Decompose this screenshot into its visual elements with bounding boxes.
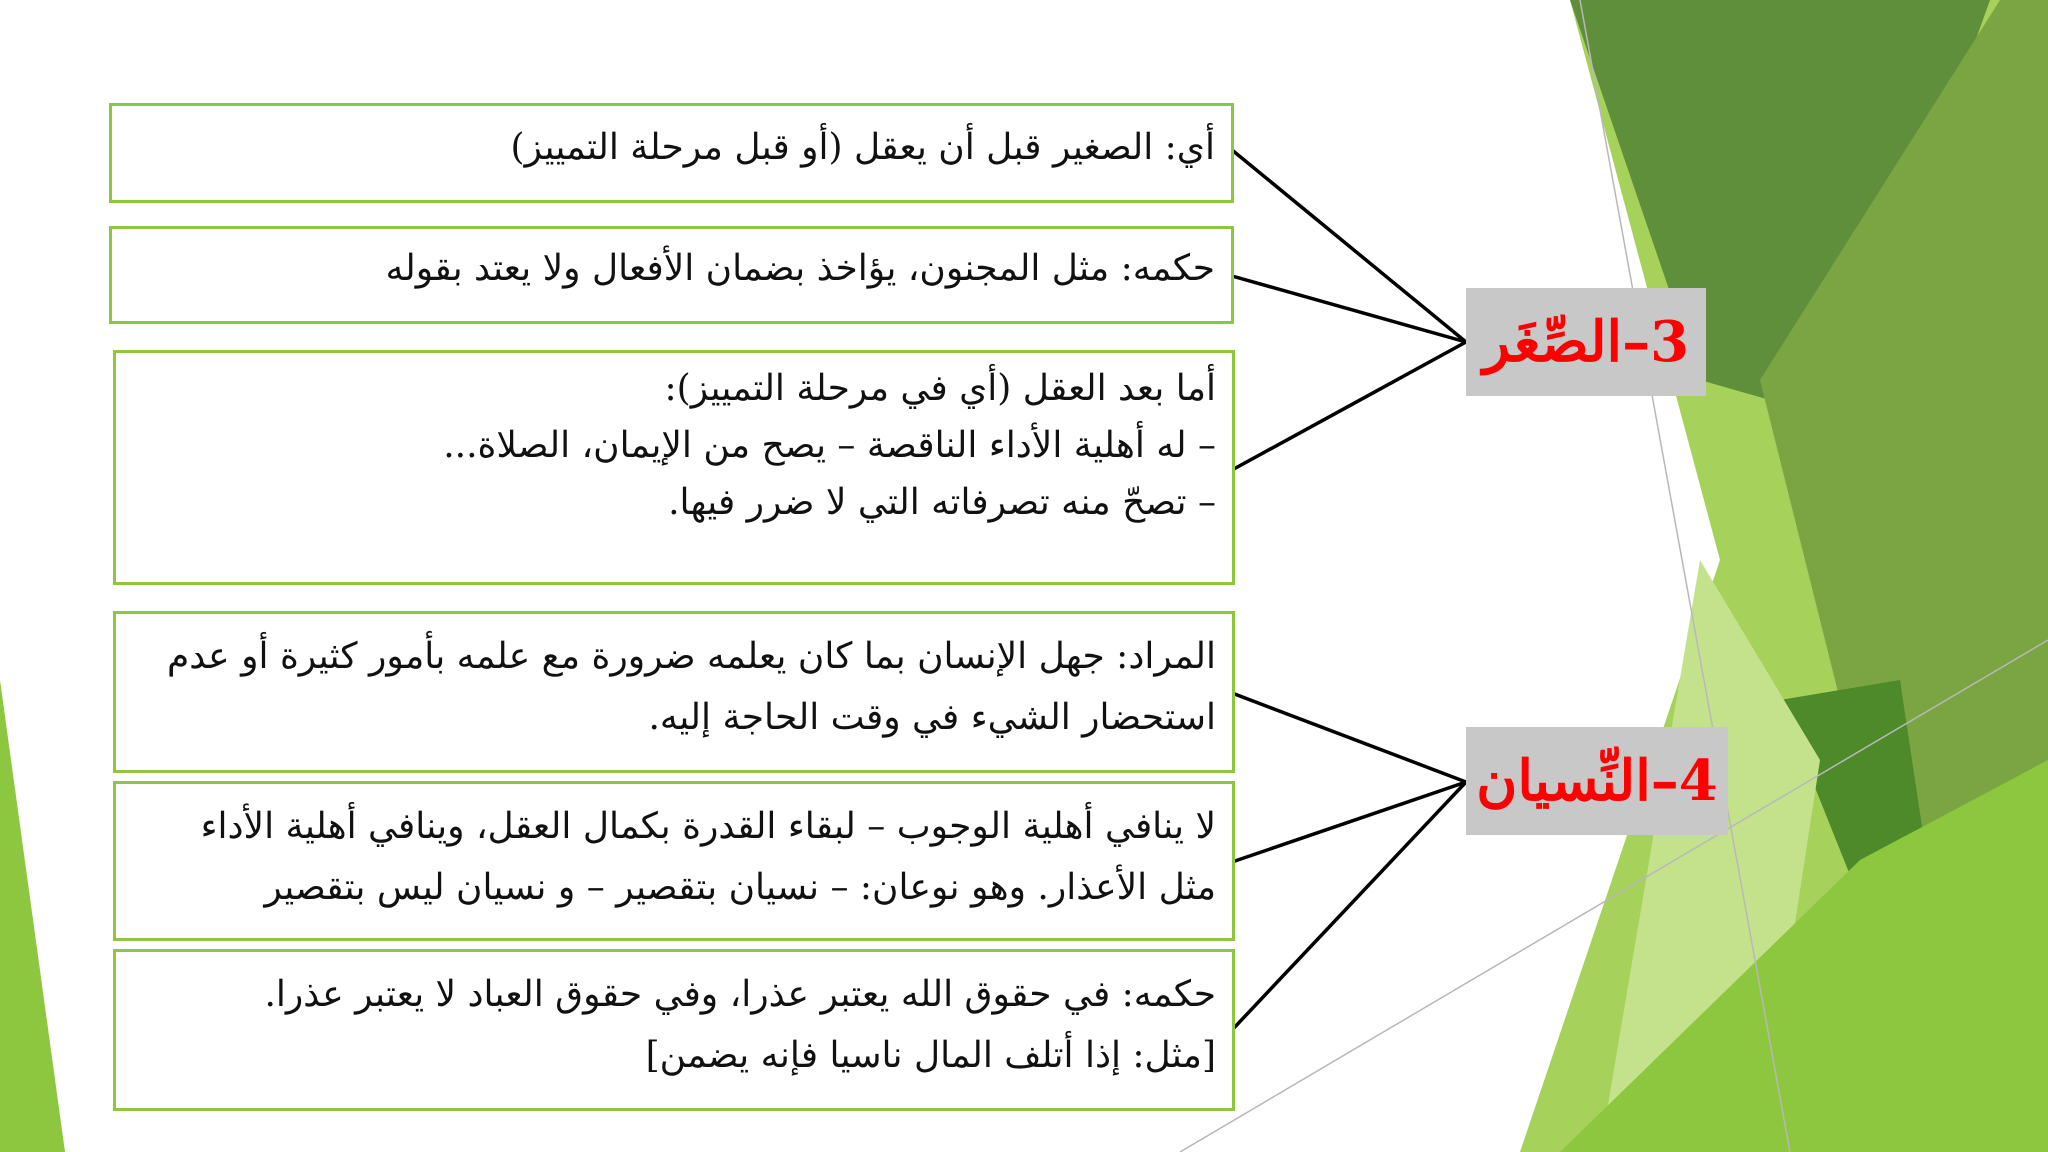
nisyan-capacity-box	[113, 781, 1235, 941]
saghar-after-line-1: أما بعد العقل (أي في مرحلة التمييز):	[664, 368, 1216, 409]
connector-nisyan-3	[1232, 782, 1466, 1030]
saghar-after-line-3: – تصحّ منه تصرفاته التي لا ضرر فيها.	[668, 481, 1216, 523]
saghar-after-discernment-box	[113, 350, 1235, 585]
connector-saghar-3	[1232, 342, 1466, 470]
saghar-definition-line-1: أي: الصغير قبل أن يعقل (أو قبل مرحلة التمييز)	[510, 127, 1215, 168]
saghar-definition-box	[109, 103, 1234, 203]
nisyan-capacity-line-2: مثل الأعذار. وهو نوعان: – نسيان بتقصير – و نسيان ليس بتقصير	[264, 867, 1216, 909]
nisyan-ruling-line-1: حكمه: في حقوق الله يعتبر عذرا، وفي حقوق العباد لا يعتبر عذرا.	[264, 974, 1216, 1015]
saghar-ruling-box	[109, 226, 1234, 324]
nisyan-meaning-box	[113, 611, 1235, 773]
nisyan-meaning-line-1: المراد: جهل الإنسان بما كان يعلمه ضرورة مع علمه بأمور كثيرة أو عدم	[167, 636, 1216, 677]
saghar-after-line-2: – له أهلية الأداء الناقصة – يصح من الإيمان، الصلاة...	[443, 424, 1216, 466]
topic-label-saghar	[1466, 288, 1706, 396]
connector-nisyan-2	[1232, 782, 1466, 862]
nisyan-ruling-line-2: [مثل: إذا أتلف المال ناسيا فإنه يضمن]	[645, 1035, 1216, 1077]
topic-label-nisyan-text: 4–النِّسيان	[1476, 748, 1718, 814]
connector-saghar-1	[1232, 150, 1466, 342]
connector-nisyan-1	[1232, 693, 1466, 782]
nisyan-capacity-line-1: لا ينافي أهلية الوجوب – لبقاء القدرة بكمال العقل، وينافي أهلية الأداء	[200, 806, 1216, 847]
connector-saghar-2	[1232, 276, 1466, 342]
nisyan-ruling-box	[113, 949, 1235, 1111]
topic-label-nisyan	[1466, 727, 1728, 835]
saghar-ruling-line-1: حكمه: مثل المجنون، يؤاخذ بضمان الأفعال ولا يعتد بقوله	[385, 248, 1215, 289]
topic-label-saghar-text: 3–الصِّغَر	[1482, 309, 1690, 375]
nisyan-meaning-line-2: استحضار الشيء في وقت الحاجة إليه.	[648, 697, 1216, 739]
